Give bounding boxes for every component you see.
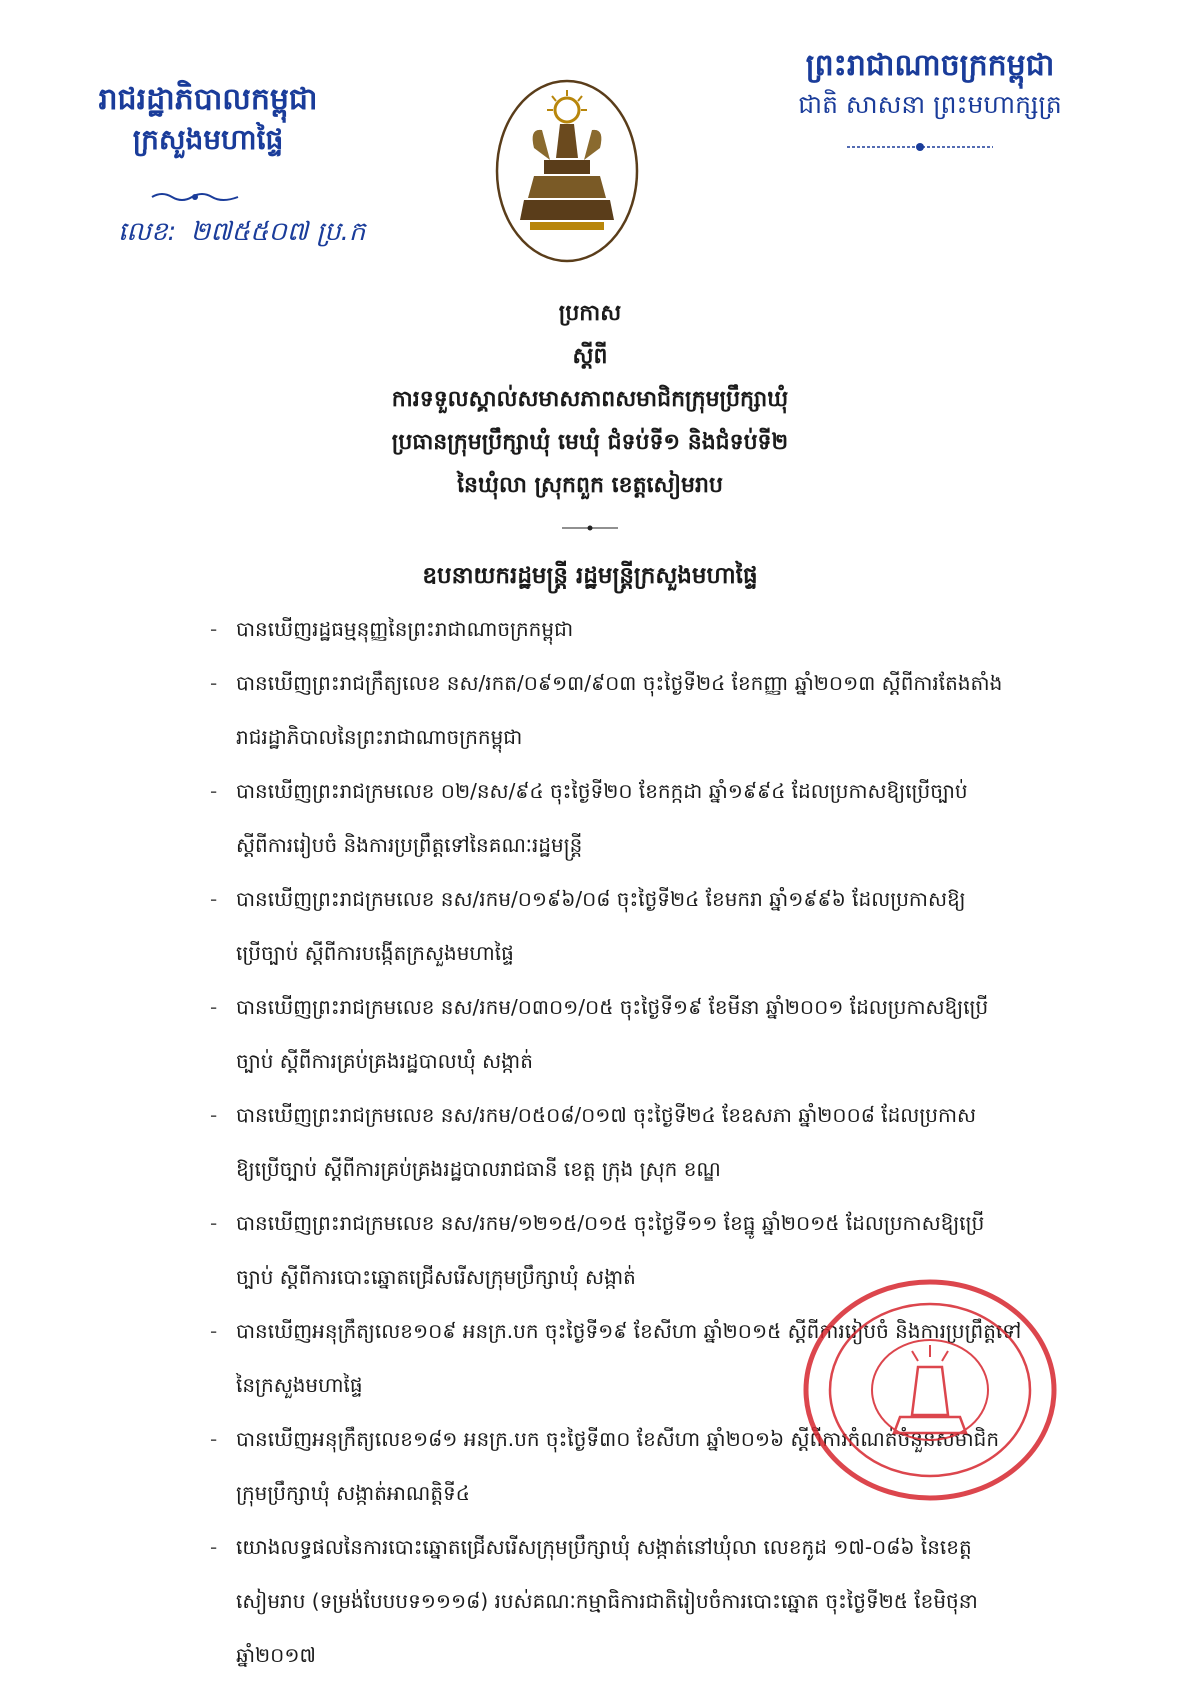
consideration-line: បានឃើញព្រះរាជក្រមលេខ នស/រកម/០៥០៨/០១៧ ចុះថ្ងៃទី២៤ ខែឧសភា ឆ្នាំ២០០៨ ដែលប្រកាស: [236, 1103, 977, 1127]
ornament-divider-icon: [560, 522, 620, 534]
consideration-line: បានឃើញអនុក្រឹត្យលេខ១៨១ អនក្រ.បក ចុះថ្ងៃទី៣០ ខែសីហា ឆ្នាំ២០១៦ ស្ដីពីការកំណត់ចំនួនសមាជិក: [236, 1427, 1000, 1451]
consideration-line: ច្បាប់ ស្ដីពីការបោះឆ្នោតជ្រើសរើសក្រុមប្រឹក្សាឃុំ សង្កាត់: [236, 1265, 636, 1289]
consideration-line: បានឃើញអនុក្រឹត្យលេខ១០៩ អនក្រ.បក ចុះថ្ងៃទី១៩ ខែសីហា ឆ្នាំ២០១៥ ស្ដីពីការរៀបចំ និងការប្រព្រឹត្តទៅ: [236, 1319, 1022, 1343]
national-motto: ជាតិ សាសនា ព្រះមហាក្សត្រ: [798, 90, 1062, 119]
bullet-dash: -: [210, 1535, 218, 1559]
consideration-line: ក្រុមប្រឹក្សាឃុំ សង្កាត់អាណត្តិទី៤: [236, 1481, 470, 1505]
consideration-line: បានឃើញរដ្ឋធម្មនុញ្ញនៃព្រះរាជាណាចក្រកម្ពុជា: [236, 617, 574, 641]
document-title: [200, 292, 980, 507]
bullet-dash: -: [210, 887, 218, 911]
consideration-item: [210, 1088, 1110, 1196]
bullet-dash: -: [210, 995, 218, 1019]
consideration-line: បានឃើញព្រះរាជក្រមលេខ នស/រកម/០១៩៦/០៨ ចុះថ្ងៃទី២៤ ខែមករា ឆ្នាំ១៩៩៦ ដែលប្រកាសឱ្យ: [236, 887, 966, 911]
consideration-item: [210, 872, 1110, 980]
bullet-dash: -: [210, 1103, 218, 1127]
title-line-4: ប្រធានក្រុមប្រឹក្សាឃុំ មេឃុំ ជំទប់ទី១ និងជំទប់ទី២: [391, 430, 789, 455]
consideration-line: ឆ្នាំ២០១៧: [236, 1643, 316, 1667]
reference-label: លេខ:: [118, 217, 177, 247]
consideration-line: សៀមរាប (ទម្រង់បែបបទ១១១៨) របស់គណៈកម្មាធិការជាតិរៀបចំការបោះឆ្នោត ចុះថ្ងៃទី២៥ ខែមិថុនា: [236, 1589, 978, 1613]
consideration-line: យោងលទ្ធផលនៃការបោះឆ្នោតជ្រើសរើសក្រុមប្រឹក្សាឃុំ សង្កាត់នៅឃុំលា លេខកូដ ១៧-០៨៦ នៃខេត្ត: [236, 1535, 972, 1559]
ornament-divider-icon: [150, 190, 240, 204]
consideration-line: បានឃើញព្រះរាជក្រមលេខ នស/រកម/១២១៥/០១៥ ចុះថ្ងៃទី១១ ខែធ្នូ ឆ្នាំ២០១៥ ដែលប្រកាសឱ្យប្រើ: [236, 1211, 985, 1235]
consideration-item: [210, 980, 1110, 1088]
bullet-dash: -: [210, 671, 218, 695]
consideration-line: បានឃើញព្រះរាជក្រឹត្យលេខ នស/រកត/០៩១៣/៩០៣ ចុះថ្ងៃទី២៤ ខែកញ្ញា ឆ្នាំ២០១៣ ស្ដីពីការតែងតាំង: [236, 671, 1003, 695]
official-seal-icon: [800, 1275, 1060, 1505]
reference-value: ២៧៥៥០៧ ប្រ.ក: [190, 217, 366, 247]
consideration-item: [210, 602, 1110, 656]
kingdom-name: ព្រះរាជាណាចក្រកម្ពុជា: [805, 48, 1055, 83]
consideration-line: បានឃើញព្រះរាជក្រមលេខ នស/រកម/០៣០១/០៥ ចុះថ្ងៃទី១៩ ខែមីនា ឆ្នាំ២០០១ ដែលប្រកាសឱ្យប្រើ: [236, 995, 989, 1019]
ministry-header: [78, 80, 338, 158]
consideration-item: [210, 1520, 1110, 1682]
bullet-dash: -: [210, 779, 218, 803]
government-name: រាជរដ្ឋាភិបាលកម្ពុជា: [98, 82, 318, 117]
title-line-2: ស្ដីពី: [572, 344, 608, 369]
consideration-line: ស្ដីពីការរៀបចំ និងការប្រព្រឹត្តទៅនៃគណៈរដ្ឋមន្ត្រី: [236, 833, 583, 857]
bullet-dash: -: [210, 1427, 218, 1451]
title-line-1: ប្រកាស: [558, 301, 622, 326]
consideration-line: បានឃើញព្រះរាជក្រមលេខ ០២/នស/៩៤ ចុះថ្ងៃទី២០ ខែកក្កដា ឆ្នាំ១៩៩៤ ដែលប្រកាសឱ្យប្រើច្បាប់: [236, 779, 968, 803]
consideration-line: ច្បាប់ ស្ដីពីការគ្រប់គ្រងរដ្ឋបាលឃុំ សង្កាត់: [236, 1049, 533, 1073]
consideration-line: រាជរដ្ឋាភិបាលនៃព្រះរាជាណាចក្រកម្ពុជា: [236, 725, 523, 749]
consideration-line: នៃក្រសួងមហាផ្ទៃ: [236, 1373, 363, 1397]
title-line-3: ការទទួលស្គាល់សមាសភាពសមាជិកក្រុមប្រឹក្សាឃុំ: [391, 387, 789, 412]
issuing-authority: ឧបនាយករដ្ឋមន្ត្រី រដ្ឋមន្ត្រីក្រសួងមហាផ្ទៃ: [422, 563, 758, 589]
kingdom-header: [750, 45, 1110, 122]
title-line-5: នៃឃុំលា ស្រុកពួក ខេត្តសៀមរាប: [457, 473, 723, 498]
bullet-dash: -: [210, 1211, 218, 1235]
ministry-name: ក្រសួងមហាផ្ទៃ: [132, 122, 284, 156]
bullet-dash: -: [210, 1319, 218, 1343]
reference-number: [118, 215, 365, 253]
consideration-item: [210, 656, 1110, 764]
considerations-list: [210, 602, 1110, 1682]
consideration-line: ឱ្យប្រើច្បាប់ ស្ដីពីការគ្រប់គ្រងរដ្ឋបាលរាជធានី ខេត្ត ក្រុង ស្រុក ខណ្ឌ: [236, 1157, 721, 1181]
royal-emblem-icon: [494, 78, 640, 264]
consideration-line: ប្រើច្បាប់ ស្ដីពីការបង្កើតក្រសួងមហាផ្ទៃ: [236, 941, 514, 965]
ornament-divider-icon: [845, 140, 995, 154]
bullet-dash: -: [210, 617, 218, 641]
consideration-item: [210, 764, 1110, 872]
